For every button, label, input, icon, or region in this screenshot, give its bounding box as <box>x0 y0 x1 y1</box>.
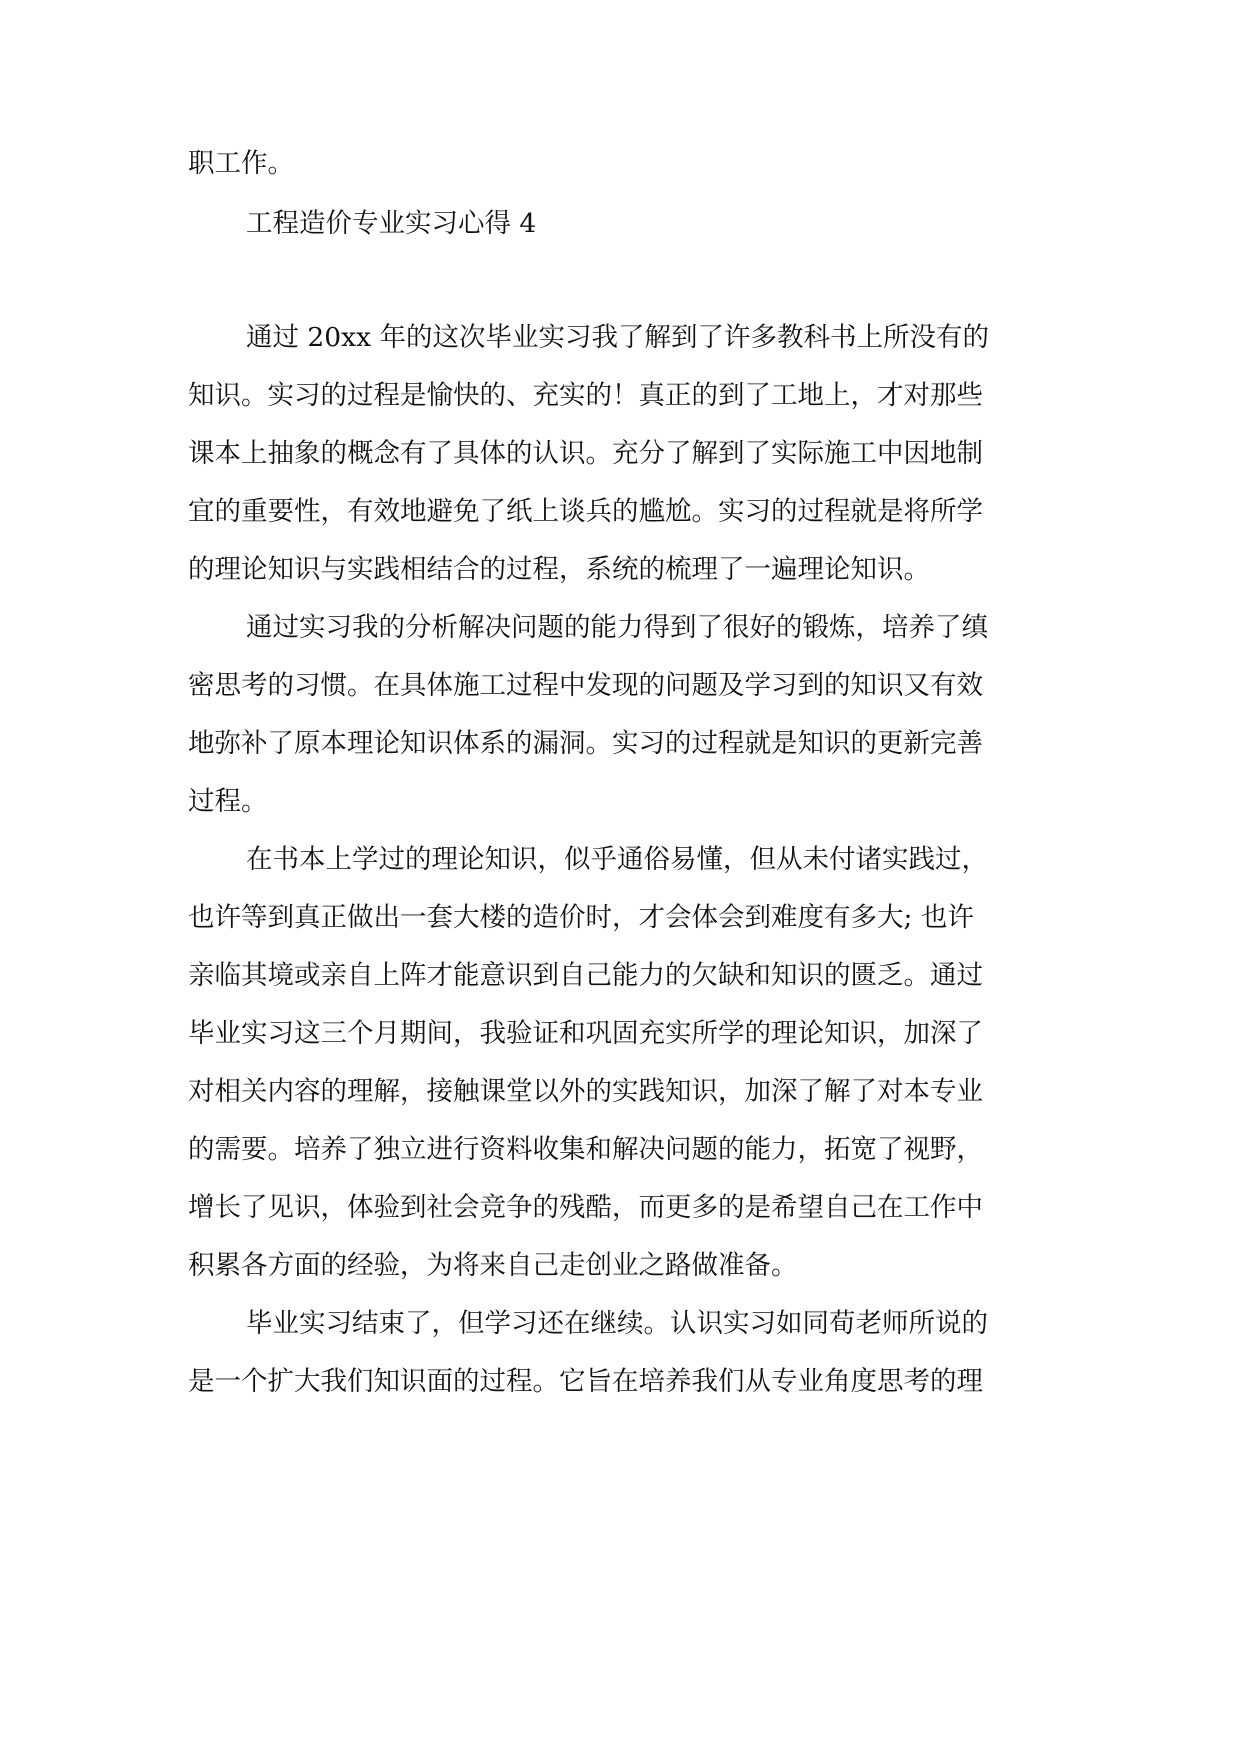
text-line: 增长了见识，体验到社会竞争的残酷，而更多的是希望自己在工作中 <box>188 1192 983 1223</box>
text-line: 亲临其境或亲自上阵才能意识到自己能力的欠缺和知识的匮乏。通过 <box>188 960 983 991</box>
text-line: 通过 20xx 年的这次毕业实习我了解到了许多教科书上所没有的 <box>246 322 989 353</box>
text-line: 是一个扩大我们知识面的过程。它旨在培养我们从专业角度思考的理 <box>188 1366 983 1397</box>
text-line: 过程。 <box>188 786 268 817</box>
text-line: 职工作。 <box>188 148 294 179</box>
text-line: 毕业实习结束了，但学习还在继续。认识实习如同荀老师所说的 <box>246 1308 988 1339</box>
text-line: 知识。实习的过程是愉快的、充实的！真正的到了工地上，才对那些 <box>188 380 983 411</box>
text-line: 也许等到真正做出一套大楼的造价时，才会体会到难度有多大; 也许 <box>188 902 974 933</box>
text-line: 毕业实习这三个月期间，我验证和巩固充实所学的理论知识，加深了 <box>188 1018 983 1049</box>
text-line: 对相关内容的理解，接触课堂以外的实践知识，加深了解了对本专业 <box>188 1076 983 1107</box>
text-line: 的需要。培养了独立进行资料收集和解决问题的能力，拓宽了视野， <box>188 1134 983 1165</box>
text-line: 的理论知识与实践相结合的过程，系统的梳理了一遍理论知识。 <box>188 554 930 585</box>
text-line: 课本上抽象的概念有了具体的认识。充分了解到了实际施工中因地制 <box>188 438 983 469</box>
section-heading: 工程造价专业实习心得 4 <box>246 208 537 239</box>
text-line: 地弥补了原本理论知识体系的漏洞。实习的过程就是知识的更新完善 <box>188 728 983 759</box>
text-line: 通过实习我的分析解决问题的能力得到了很好的锻炼，培养了缜 <box>246 612 988 643</box>
text-line: 密思考的习惯。在具体施工过程中发现的问题及学习到的知识又有效 <box>188 670 983 701</box>
text-line: 宜的重要性，有效地避免了纸上谈兵的尴尬。实习的过程就是将所学 <box>188 496 983 527</box>
text-line: 积累各方面的经验，为将来自己走创业之路做准备。 <box>188 1250 798 1281</box>
text-line: 在书本上学过的理论知识，似乎通俗易懂，但从未付诸实践过， <box>246 844 988 875</box>
